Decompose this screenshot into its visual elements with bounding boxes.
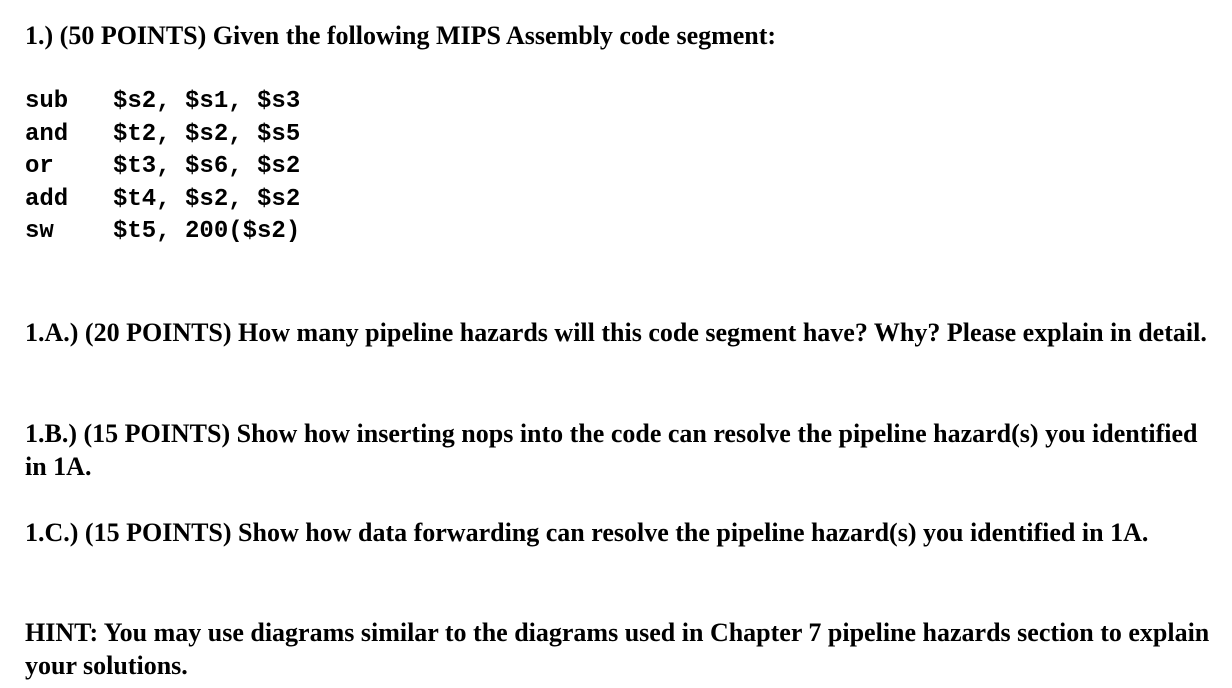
- part-c-question: 1.C.) (15 POINTS) Show how data forwarding can resolve the pipeline hazard(s) you identified in 1A.: [25, 518, 1149, 547]
- code-opcode: and: [25, 120, 69, 148]
- code-opcode: sw: [25, 218, 54, 245]
- part-b-question: 1.B.) (15 POINTS) Show how inserting nops into the code can resolve the pipeline hazard(s) you identified in 1A.: [25, 419, 1198, 481]
- code-line: [25, 184, 300, 217]
- code-line: [25, 151, 300, 184]
- code-opcode: or: [25, 153, 54, 180]
- hint-text: HINT: You may use diagrams similar to the diagrams used in Chapter 7 pipeline hazards section to explain your solutions.: [25, 618, 1210, 680]
- code-opcode: sub: [25, 88, 69, 115]
- code-line: [25, 119, 300, 152]
- code-opcode: add: [25, 185, 69, 213]
- code-operands: $t2, $s2, $s5: [113, 120, 301, 148]
- code-operands: $s2, $s1, $s3: [113, 88, 301, 115]
- question-title: 1.) (50 POINTS) Given the following MIPS Assembly code segment:: [25, 21, 777, 50]
- code-block: [25, 86, 300, 249]
- code-operands: $t5, 200($s2): [113, 218, 301, 245]
- code-operands: $t4, $s2, $s2: [113, 185, 301, 213]
- part-a-question: 1.A.) (20 POINTS) How many pipeline hazards will this code segment have? Why? Please explain in detail.: [25, 318, 1207, 347]
- code-line: [25, 86, 300, 119]
- code-operands: $t3, $s6, $s2: [113, 153, 301, 180]
- code-line: [25, 216, 300, 249]
